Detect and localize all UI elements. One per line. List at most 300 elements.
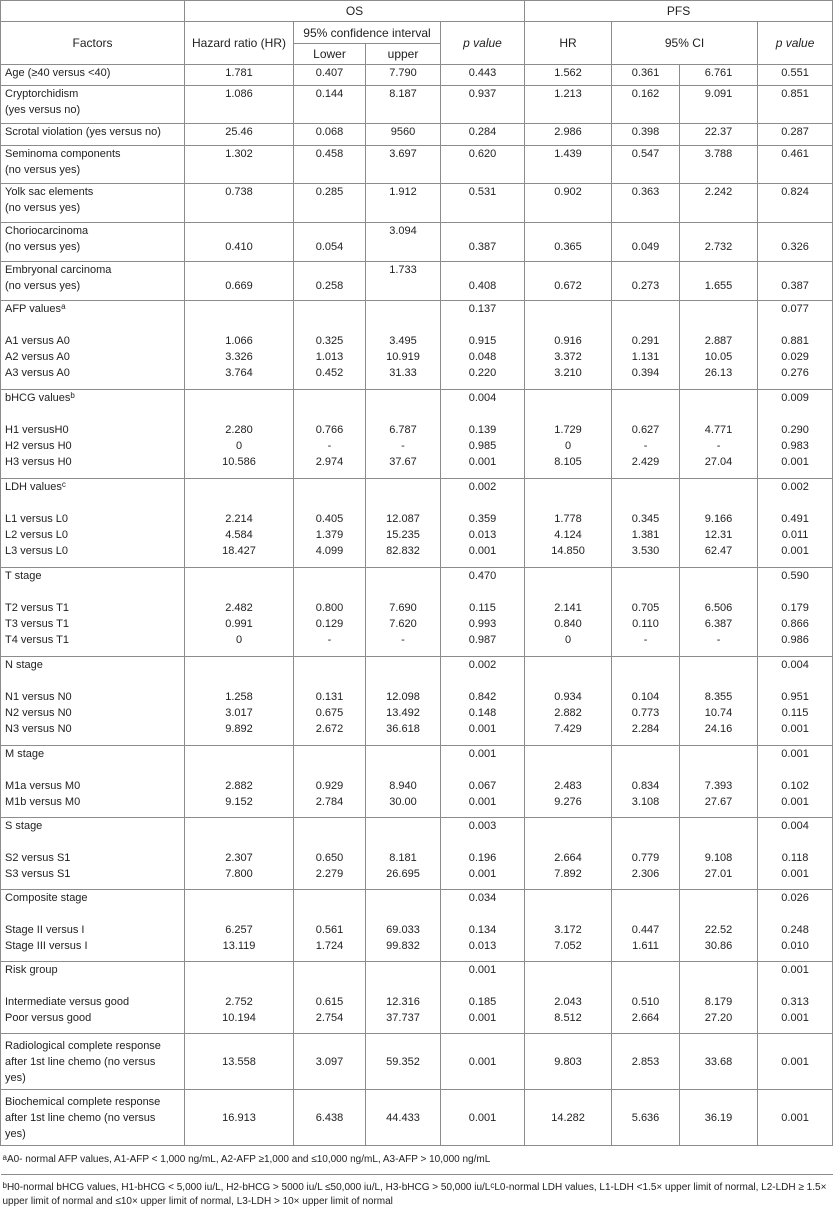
subgroup-label: S2 versus S1 [5,852,71,864]
header-pfs-hr: HR [525,22,612,65]
overall-p-value: 0.137 [468,303,497,315]
factor-label: Scrotal violation (yes versus no) [5,126,161,138]
value-text: 0.407 [315,67,344,79]
value-text: 6.787 - 37.67 [389,424,417,468]
value-text: 0.363 [631,186,660,198]
value-cell [185,657,294,746]
value-cell [680,184,758,223]
value-text: 0.387 [781,280,809,292]
overall-p-value: 0.009 [781,392,809,404]
value-text: 2.664 7.892 [554,852,582,880]
subgroup-label: Stage II versus I [5,924,85,936]
value-text: 0.291 1.131 0.394 [631,335,660,379]
value-cell [294,146,366,184]
factor-label: Embryonal carcinoma (no versus yes) [5,264,112,292]
value-text: 0.049 [631,241,660,253]
value-cell [525,962,612,1034]
value-text: 8.181 26.695 [386,852,420,880]
value-cell [366,390,441,479]
value-cell [294,1090,366,1146]
footnote-marker: c [61,480,66,489]
value-cell [758,262,833,301]
value-text: 0.916 3.372 3.210 [554,335,582,379]
value-cell [758,184,833,223]
table-footnotes [1,1146,833,1210]
value-text: 3.094 [389,225,417,237]
value-cell [612,262,680,301]
value-cell [525,184,612,223]
table-row [1,223,833,262]
value-cell [525,479,612,568]
value-cell [185,262,294,301]
value-text: 0.669 [225,280,253,292]
overall-p-value: 0.004 [781,659,809,671]
value-text: 2.752 10.194 [222,996,256,1024]
value-cell [441,146,525,184]
value-cell [366,479,441,568]
value-text: 7.393 27.67 [704,780,733,808]
factor-label: Age (≥40 versus <40) [5,67,111,79]
value-text: 2.043 8.512 [554,996,582,1024]
table-row [1,818,833,890]
value-cell [612,390,680,479]
value-text: 0.001 [468,1111,497,1124]
subgroup-label: Stage III versus I [5,940,88,952]
value-text: 2.887 10.05 26.13 [704,335,733,379]
value-text: 1.781 [225,67,253,79]
value-cell [758,479,833,568]
subgroup-label: Poor versus good [5,1012,92,1024]
factor-cell [1,568,185,657]
value-text: 2.882 9.152 [225,780,253,808]
value-text: 0.284 [468,126,497,138]
value-cell [525,746,612,818]
value-text: 0.248 0.010 [781,924,809,952]
value-text: 0.766 - 2.974 [315,424,344,468]
value-text: 9.091 [704,88,733,100]
value-cell [185,65,294,86]
value-cell [366,262,441,301]
value-text: 1.562 [554,67,582,79]
value-text: 0.410 [225,241,253,253]
overall-p-value: 0.004 [781,820,809,832]
value-text: 9560 [390,126,416,138]
value-text: 2.482 0.991 0 [225,602,253,646]
value-cell [294,86,366,124]
value-cell [441,86,525,124]
value-text: 1.086 [225,88,253,100]
value-cell [758,301,833,390]
value-cell [366,1034,441,1090]
subgroup-label: T2 versus T1 [5,602,69,614]
value-cell [185,124,294,146]
value-text: 2.141 0.840 0 [554,602,582,646]
value-text: 1.258 3.017 9.892 [225,691,253,735]
value-text: 13.558 [222,1055,256,1068]
value-text: 3.495 10.919 31.33 [386,335,420,379]
value-text: 0.398 [631,126,660,138]
subgroup-label: L2 versus L0 [5,529,68,541]
value-cell [185,962,294,1034]
value-cell [612,146,680,184]
value-cell [441,65,525,86]
overall-p-value: 0.077 [781,303,809,315]
factor-label: Choriocarcinoma (no versus yes) [5,225,89,253]
overall-p-value: 0.003 [468,820,497,832]
value-cell [612,568,680,657]
value-text: 5.636 [631,1111,660,1124]
value-text: 0.705 0.110 - [631,602,660,646]
value-text: 0.491 0.011 0.001 [781,513,809,557]
factor-label: N stage [5,659,43,671]
factor-cell [1,301,185,390]
value-cell [185,479,294,568]
value-cell [612,124,680,146]
value-text: 9.108 27.01 [704,852,733,880]
subgroup-label: H3 versus H0 [5,456,72,468]
value-cell [294,184,366,223]
factor-label: LDH values [5,481,62,493]
value-text: 0.387 [468,241,497,253]
value-cell [441,124,525,146]
value-cell [758,390,833,479]
value-text: 0.881 0.029 0.276 [781,335,809,379]
value-text: 0.115 0.993 0.987 [468,602,497,646]
subgroup-label: S3 versus S1 [5,868,71,880]
value-cell [758,962,833,1034]
value-cell [185,223,294,262]
value-cell [680,746,758,818]
value-cell [525,86,612,124]
value-cell [758,568,833,657]
factor-label: T stage [5,570,42,582]
value-cell [680,1034,758,1090]
value-text: 0.902 [554,186,582,198]
value-text: 0.273 [631,280,660,292]
value-cell [612,479,680,568]
value-text: 9.803 [554,1055,582,1068]
value-text: 14.282 [551,1111,585,1124]
value-text: 0.131 0.675 2.672 [315,691,344,735]
value-text: 0.915 0.048 0.220 [468,335,497,379]
header-os-p-value: p value [441,22,525,65]
value-text: 3.172 7.052 [554,924,582,952]
value-cell [612,657,680,746]
subgroup-label: N3 versus N0 [5,723,72,735]
value-cell [680,86,758,124]
subgroup-label: L3 versus L0 [5,545,68,557]
value-cell [680,390,758,479]
value-cell [441,746,525,818]
factor-label: M stage [5,748,45,760]
value-cell [366,86,441,124]
value-cell [294,301,366,390]
overall-p-value: 0.001 [468,748,497,760]
value-cell [680,962,758,1034]
value-text: 0.054 [315,241,344,253]
factor-cell [1,86,185,124]
value-cell [680,657,758,746]
value-text: 0.824 [781,186,809,198]
footnote-marker: b [70,391,75,400]
value-text: 7.790 [389,67,417,79]
factor-cell [1,390,185,479]
value-cell [525,1034,612,1090]
table-row [1,301,833,390]
value-cell [294,818,366,890]
value-cell [525,262,612,301]
value-text: 6.506 6.387 - [704,602,733,646]
value-cell [612,746,680,818]
factor-cell [1,184,185,223]
value-text: 0.650 2.279 [315,852,344,880]
value-cell [366,568,441,657]
value-cell [441,223,525,262]
value-text: 44.433 [386,1111,420,1124]
value-cell [185,890,294,962]
factor-cell [1,657,185,746]
value-cell [441,479,525,568]
table-row [1,184,833,223]
value-text: 2.280 0 10.586 [222,424,256,468]
value-cell [441,962,525,1034]
value-cell [680,124,758,146]
value-cell [185,746,294,818]
factor-cell [1,124,185,146]
value-cell [612,184,680,223]
value-cell [680,818,758,890]
value-text: 1.733 [389,264,417,276]
value-text: 0.326 [781,241,809,253]
overall-p-value: 0.590 [781,570,809,582]
footnote-marker: a [61,302,66,311]
value-text: 0.258 [315,280,344,292]
value-text: 33.68 [704,1055,733,1068]
value-text: 22.37 [704,126,733,138]
value-text: 22.52 30.86 [704,924,733,952]
value-text: 8.355 10.74 24.16 [704,691,733,735]
value-cell [294,390,366,479]
value-text: 2.732 [704,241,733,253]
value-cell [185,146,294,184]
subgroup-label: T3 versus T1 [5,618,69,630]
value-cell [294,568,366,657]
value-text: 0.461 [781,148,809,160]
value-cell [758,1090,833,1146]
value-cell [612,223,680,262]
value-text: 0.285 [315,186,344,198]
value-text: 0.834 3.108 [631,780,660,808]
value-text: 2.853 [631,1055,660,1068]
value-cell [366,124,441,146]
value-cell [612,86,680,124]
header-pfs-ci: 95% CI [612,22,758,65]
value-text: 0.134 0.013 [468,924,497,952]
value-text: 0.365 [554,241,582,253]
factor-cell [1,1034,185,1090]
header-lower: Lower [294,44,366,65]
value-cell [294,223,366,262]
value-cell [758,746,833,818]
value-text: 0.001 [468,1055,497,1068]
value-text: 69.033 99.832 [386,924,420,952]
factor-cell [1,962,185,1034]
value-text: 1.439 [554,148,582,160]
table-header [1,1,833,65]
value-cell [185,390,294,479]
value-text: 0.620 [468,148,497,160]
table-body [1,65,833,1146]
value-cell [294,1034,366,1090]
value-cell [758,1034,833,1090]
table-row [1,146,833,184]
value-cell [612,818,680,890]
value-text: 0.443 [468,67,497,79]
subgroup-label: H2 versus H0 [5,440,72,452]
value-text: 6.257 13.119 [222,924,256,952]
value-cell [185,1090,294,1146]
value-cell [294,124,366,146]
value-cell [525,124,612,146]
value-text: 0.118 0.001 [781,852,809,880]
overall-p-value: 0.002 [468,481,497,493]
value-cell [366,146,441,184]
value-text: 1.655 [704,280,733,292]
table-row [1,657,833,746]
overall-p-value: 0.001 [781,748,809,760]
value-text: 0.068 [315,126,344,138]
subgroup-label: L1 versus L0 [5,513,68,525]
value-cell [758,146,833,184]
factor-cell [1,479,185,568]
value-text: 0.851 [781,88,809,100]
subgroup-label: T4 versus T1 [5,634,69,646]
value-text: 0.937 [468,88,497,100]
value-text: 2.214 4.584 18.427 [222,513,256,557]
factor-cell [1,146,185,184]
value-cell [441,262,525,301]
value-text: 1.066 3.326 3.764 [225,335,253,379]
value-cell [294,962,366,1034]
factor-cell [1,746,185,818]
value-cell [366,890,441,962]
value-text: 9.166 12.31 62.47 [704,513,733,557]
value-text: 12.098 13.492 36.618 [386,691,420,735]
value-text: 16.913 [222,1111,256,1124]
value-cell [758,223,833,262]
value-cell [185,184,294,223]
value-cell [441,818,525,890]
header-confidence-interval: 95% confidence interval [294,22,441,44]
value-text: 0.290 0.983 0.001 [781,424,809,468]
value-cell [525,818,612,890]
value-text: 7.690 7.620 - [389,602,417,646]
value-text: 59.352 [386,1055,420,1068]
subgroup-label: A2 versus A0 [5,351,70,363]
factor-label: Cryptorchidism (yes versus no) [5,88,81,116]
factor-label: Radiological complete response after 1st line chemo (no versus yes) [5,1039,161,1084]
table-row [1,568,833,657]
subgroup-label: M1a versus M0 [5,780,81,792]
value-text: 0.179 0.866 0.986 [781,602,809,646]
value-cell [185,86,294,124]
value-text: 0.001 [781,1055,809,1068]
footnote-a: $^a$A0- normal AFP values, A1-AFP < 1,000 ng/mL, A2-AFP ≥1,000 and ≤10,000 ng/mL, A3-AFP > 10,000 ng/mL [1,1146,833,1175]
value-text: 3.697 [389,148,417,160]
value-cell [366,184,441,223]
value-text: 0.102 0.001 [781,780,809,808]
value-text: 8.187 [389,88,417,100]
value-text: 8.940 30.00 [389,780,417,808]
factor-cell [1,890,185,962]
value-cell [525,657,612,746]
factor-label: AFP values [5,303,62,315]
value-text: 0.447 1.611 [631,924,660,952]
table-row [1,890,833,962]
value-cell [185,301,294,390]
header-factors: Factors [1,22,185,65]
value-cell [366,962,441,1034]
value-text: 2.307 7.800 [225,852,253,880]
value-cell [441,1034,525,1090]
value-cell [525,390,612,479]
table-row [1,1090,833,1146]
factor-cell [1,818,185,890]
value-cell [366,1090,441,1146]
value-cell [441,301,525,390]
header-hazard-ratio: Hazard ratio (HR) [185,22,294,65]
header-pfs-p-value: p value [758,22,833,65]
factor-cell [1,65,185,86]
overall-p-value: 0.002 [781,481,809,493]
header-upper: upper [366,44,441,65]
value-cell [680,1090,758,1146]
header-os: OS [185,1,525,22]
value-cell [441,184,525,223]
factor-label: Yolk sac elements (no versus yes) [5,186,94,214]
value-text: 1.302 [225,148,253,160]
value-text: 6.438 [315,1111,344,1124]
value-text: 0.196 0.001 [468,852,497,880]
value-text: 0.361 [631,67,660,79]
value-text: 1.912 [389,186,417,198]
value-cell [758,657,833,746]
factor-cell [1,223,185,262]
value-text: 0.551 [781,67,809,79]
table-row [1,746,833,818]
footnote-b: $^b$H0-normal bHCG values, H1-bHCG < 5,000 iu/L, H2-bHCG > 5000 iu/L ≤50,000 iu/L, H3-bHCG > 50,000 $iu/L^cL0$-normal LDH values, L1-LDH <1.5× upper limit of normal, L2-LDH ≥ 1.5× upper limit of normal and ≤10× upper limit of normal, L3-LDH > 10× upper limit of normal [2,1181,827,1207]
value-text: 8.179 27.20 [704,996,733,1024]
value-text: 0.345 1.381 3.530 [631,513,660,557]
table-row [1,479,833,568]
value-cell [680,262,758,301]
value-text: 0.561 1.724 [315,924,344,952]
subgroup-label: Intermediate versus good [5,996,130,1008]
value-cell [441,657,525,746]
subgroup-label: A3 versus A0 [5,367,70,379]
overall-p-value: 0.004 [468,392,497,404]
value-cell [185,1034,294,1090]
value-cell [525,568,612,657]
value-text: 0.001 [781,1111,809,1124]
value-cell [680,479,758,568]
overall-p-value: 0.001 [468,964,497,976]
value-text: 0.313 0.001 [781,996,809,1024]
value-cell [612,65,680,86]
value-cell [441,890,525,962]
value-text: 12.316 37.737 [386,996,420,1024]
value-text: 0.738 [225,186,253,198]
